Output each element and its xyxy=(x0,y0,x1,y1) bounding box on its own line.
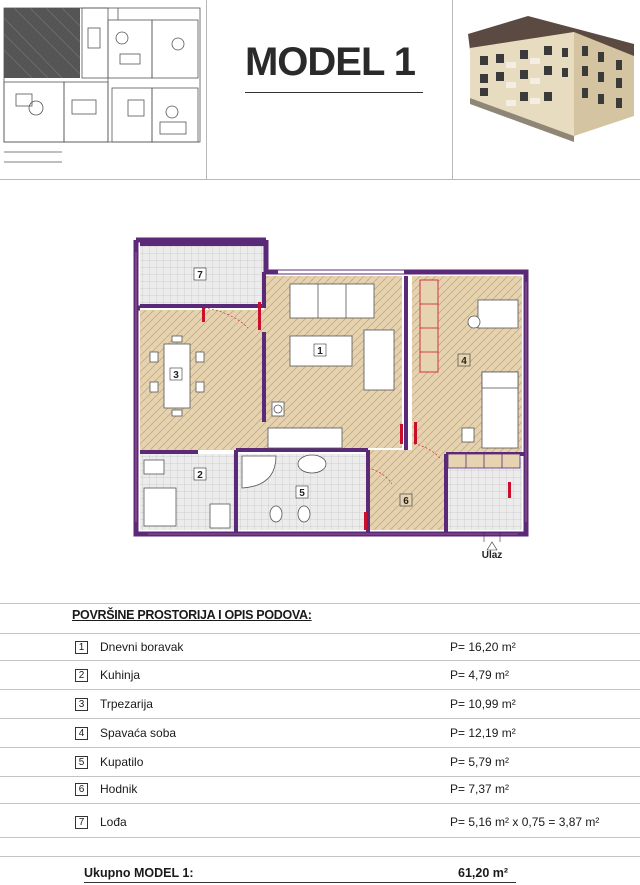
room-number-4: 4 xyxy=(461,356,467,367)
room-area: P= 5,16 m² x 0,75 = 3,87 m² xyxy=(450,815,600,829)
room-number-box: 5 xyxy=(75,756,88,769)
room-label: Lođa xyxy=(100,815,127,829)
building-rendering xyxy=(458,4,636,144)
room-area: P= 7,37 m² xyxy=(450,782,510,796)
room-number-box: 7 xyxy=(75,816,88,829)
room-label: Hodnik xyxy=(100,782,138,796)
room-label: Trpezarija xyxy=(100,697,153,711)
header-bottom-rule xyxy=(0,179,640,180)
table-rule xyxy=(0,747,640,748)
page-title: MODEL 1 xyxy=(244,40,416,84)
room-number-5: 5 xyxy=(299,488,305,499)
room-label: Dnevni boravak xyxy=(100,640,184,654)
total-label: Ukupno MODEL 1: xyxy=(84,866,194,880)
table-rule xyxy=(0,776,640,777)
title-underline xyxy=(245,92,423,93)
room-area: P= 10,99 m² xyxy=(450,697,516,711)
room-number-box: 4 xyxy=(75,727,88,740)
table-heading: POVRŠINE PROSTORIJA I OPIS PODOVA: xyxy=(72,608,312,622)
room-number-box: 1 xyxy=(75,641,88,654)
header xyxy=(0,0,640,180)
room-number-2: 2 xyxy=(197,470,203,481)
room-label: Kuhinja xyxy=(100,668,141,682)
room-area: P= 12,19 m² xyxy=(450,726,516,740)
dining-floor xyxy=(140,310,264,450)
table-rule xyxy=(0,718,640,719)
total-value: 61,20 m² xyxy=(458,866,509,880)
room-number-box: 3 xyxy=(75,698,88,711)
total-underline xyxy=(84,882,516,883)
room-number-box: 2 xyxy=(75,669,88,682)
table-rule xyxy=(0,633,640,634)
floor-plan xyxy=(128,232,530,560)
table-rule xyxy=(0,803,640,804)
table-rule xyxy=(0,603,640,604)
key-plan-thumbnail xyxy=(2,4,202,174)
table-rule xyxy=(0,837,640,838)
room-number-6: 6 xyxy=(403,496,409,507)
table-rule xyxy=(0,856,640,857)
entrance-label: Ulaz xyxy=(481,550,503,560)
room-label: Spavaća soba xyxy=(100,726,177,740)
room-number-box: 6 xyxy=(75,783,88,796)
room-area: P= 5,79 m² xyxy=(450,755,510,769)
room-number-3: 3 xyxy=(173,370,179,381)
header-divider xyxy=(452,0,453,180)
room-number-7: 7 xyxy=(197,270,203,281)
table-rule xyxy=(0,660,640,661)
room-area: P= 16,20 m² xyxy=(450,640,516,654)
hallway-floor xyxy=(366,450,446,530)
header-divider xyxy=(206,0,207,180)
room-area: P= 4,79 m² xyxy=(450,668,510,682)
table-rule xyxy=(0,689,640,690)
room-number-1: 1 xyxy=(317,346,323,357)
room-label: Kupatilo xyxy=(100,755,144,769)
